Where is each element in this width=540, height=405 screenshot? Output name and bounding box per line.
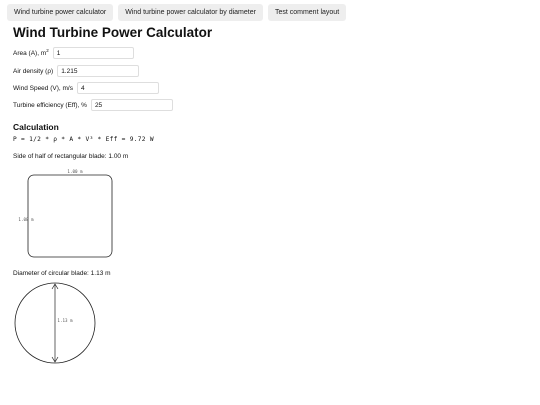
power-formula: P = 1/2 * ρ * A * V³ * Eff = 9.72 W (13, 136, 154, 143)
page-title: Wind Turbine Power Calculator (13, 25, 213, 40)
air-density-field (13, 65, 139, 77)
tab-power-calculator-by-diameter[interactable]: Wind turbine power calculator by diameter (118, 4, 263, 21)
air-density-input[interactable] (57, 65, 139, 77)
circle-diameter-text: Diameter of circular blade: 1.13 m (13, 270, 111, 277)
tab-wind-turbine-power-calculator[interactable]: Wind turbine power calculator (7, 4, 113, 21)
efficiency-field (13, 99, 173, 111)
tab-bar (7, 4, 346, 21)
calculation-heading: Calculation (13, 122, 59, 132)
circular-blade-diagram (12, 280, 100, 368)
wind-speed-input[interactable] (77, 82, 159, 94)
area-label: Area (A), $m^2$ (13, 48, 49, 58)
tab-test-comment-layout[interactable]: Test comment layout (268, 4, 346, 21)
wind-speed-field (13, 82, 159, 94)
square-top-dimension-label: 1.00 m (67, 169, 83, 174)
area-input[interactable] (53, 47, 134, 59)
square-side-dimension-label: 1.00 m (18, 217, 34, 222)
efficiency-input[interactable] (91, 99, 173, 111)
circle-diameter-label: 1.13 m (57, 318, 73, 323)
efficiency-label: Turbine efficiency (Eff), % (13, 101, 87, 109)
air-density-label: Air density (ρ) (13, 67, 54, 75)
square-side-text: Side of half of rectangular blade: 1.00 m (13, 153, 129, 160)
wind-speed-label: Wind Speed (V), m/s (13, 84, 73, 92)
area-field (13, 47, 134, 59)
rectangular-blade-diagram (12, 166, 116, 262)
square-blade-outline (28, 175, 112, 257)
